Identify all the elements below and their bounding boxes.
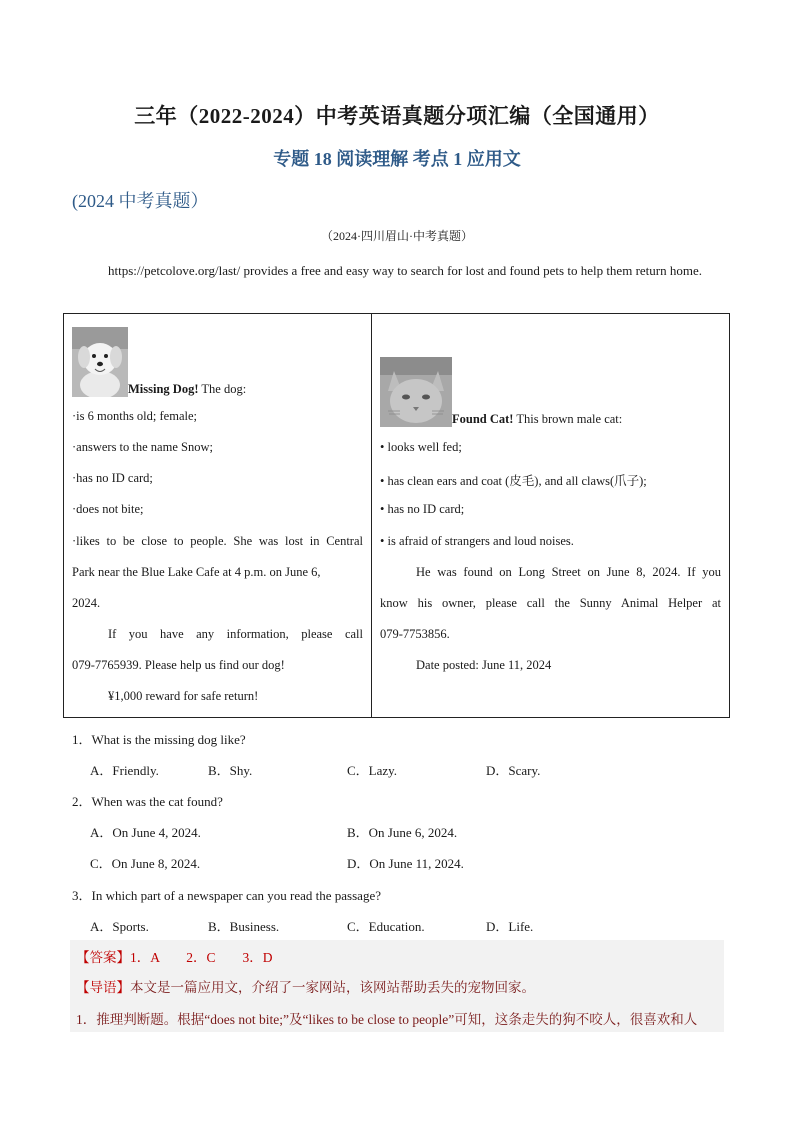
dog-ad-item: ·does not bite; — [72, 502, 144, 516]
section-heading: (2024 中考真题） — [72, 191, 209, 211]
cat-ad-item: • has no ID card; — [380, 502, 465, 516]
question-1-option-a[interactable]: A．Friendly. — [90, 763, 159, 778]
cat-ad-item: • has clean ears and coat (皮毛), and all claws(爪子); — [380, 474, 647, 488]
cat-ad-cell — [372, 314, 730, 718]
dog-ad-item-5-cont: Park near the Blue Lake Cafe at 4 p.m. on June 6, — [72, 565, 321, 579]
question-3-option-b[interactable]: B．Business. — [208, 919, 280, 934]
question-2-option-b[interactable]: B．On June 6, 2024. — [347, 825, 458, 840]
question-1-stem: 1．What is the missing dog like? — [72, 732, 246, 747]
cat-photo — [380, 357, 452, 427]
answer-line — [76, 946, 273, 966]
question-3-stem: 3．In which part of a newspaper can you read the passage? — [72, 888, 381, 903]
answer-section — [70, 940, 724, 1032]
cat-ad-item: • looks well fed; — [380, 440, 462, 454]
question-3-option-a[interactable]: A．Sports. — [90, 919, 149, 934]
question-2-option-a[interactable]: A．On June 4, 2024. — [90, 825, 201, 840]
explanation-text: 1．推理判断题。根据“does not bite;”及“likes to be close to people”可知，这条走失的狗不咬人，很喜欢和人 — [76, 1012, 698, 1027]
dog-ad-cell — [64, 314, 372, 718]
question-3-option-c[interactable]: C．Education. — [347, 919, 425, 934]
guide-text: 本文是一篇应用文，介绍了一家网站，该网站帮助丢失的宠物回家。 — [130, 980, 535, 995]
dog-ad-reward: ¥1,000 reward for safe return! — [108, 689, 259, 703]
answer-label: 【答案】 — [76, 950, 130, 965]
dog-photo — [72, 327, 128, 397]
dog-ad-item: ·answers to the name Snow; — [72, 440, 213, 454]
dog-ad-contact: If you have any information, please call — [108, 627, 363, 641]
cat-ad-heading: Found Cat! — [452, 412, 514, 426]
question-1-option-c[interactable]: C．Lazy. — [347, 763, 398, 778]
answer-value: 1．A 2．C 3．D — [130, 950, 273, 965]
cat-ad-heading-rest: This brown male cat: — [513, 412, 623, 426]
dog-ad-item-5: ·likes to be close to people. She was lost in Central — [72, 534, 363, 548]
dog-ad-item: ·is 6 months old; female; — [72, 409, 197, 423]
cat-ad-found-cont: 079-7753856. — [380, 627, 450, 641]
cat-ad-found: He was found on Long Street on June 8, 2024. If you — [416, 565, 721, 579]
dog-ad-item: ·has no ID card; — [72, 471, 153, 485]
question-source: （2024·四川眉山·中考真题） — [321, 229, 473, 243]
dog-ad-contact-cont: 079-7765939. Please help us find our dog! — [72, 658, 285, 672]
dog-ad-heading: Missing Dog! — [128, 382, 199, 396]
question-2-option-d[interactable]: D．On June 11, 2024. — [347, 856, 464, 871]
dog-ad-item-5-cont: 2024. — [72, 596, 101, 610]
question-3-option-d[interactable]: D．Life. — [486, 919, 534, 934]
cat-ad-item: • is afraid of strangers and loud noises. — [380, 534, 574, 548]
dog-ad-heading-rest: The dog: — [198, 382, 247, 396]
ads-table — [63, 313, 730, 718]
document-subtitle: 专题 18 阅读理解 考点 1 应用文 — [273, 149, 521, 169]
document-title: 三年（2022-2024）中考英语真题分项汇编（全国通用） — [134, 104, 660, 128]
guide-label: 【导语】 — [76, 980, 130, 995]
cat-ad-found-cont: know his owner, please call the Sunny Animal Helper at — [380, 596, 721, 610]
question-2-option-c[interactable]: C．On June 8, 2024. — [90, 856, 201, 871]
dog-ad-heading-line — [72, 327, 246, 397]
question-1-option-d[interactable]: D．Scary. — [486, 763, 541, 778]
cat-ad-date-posted: Date posted: June 11, 2024 — [416, 658, 552, 672]
cat-ad-heading-line — [380, 357, 622, 427]
passage-intro: https://petcolove.org/last/ provides a free and easy way to search for lost and found pets to help them return home. — [108, 263, 702, 278]
guide-line — [76, 976, 535, 996]
question-1-option-b[interactable]: B．Shy. — [208, 763, 253, 778]
question-2-stem: 2．When was the cat found? — [72, 794, 223, 809]
